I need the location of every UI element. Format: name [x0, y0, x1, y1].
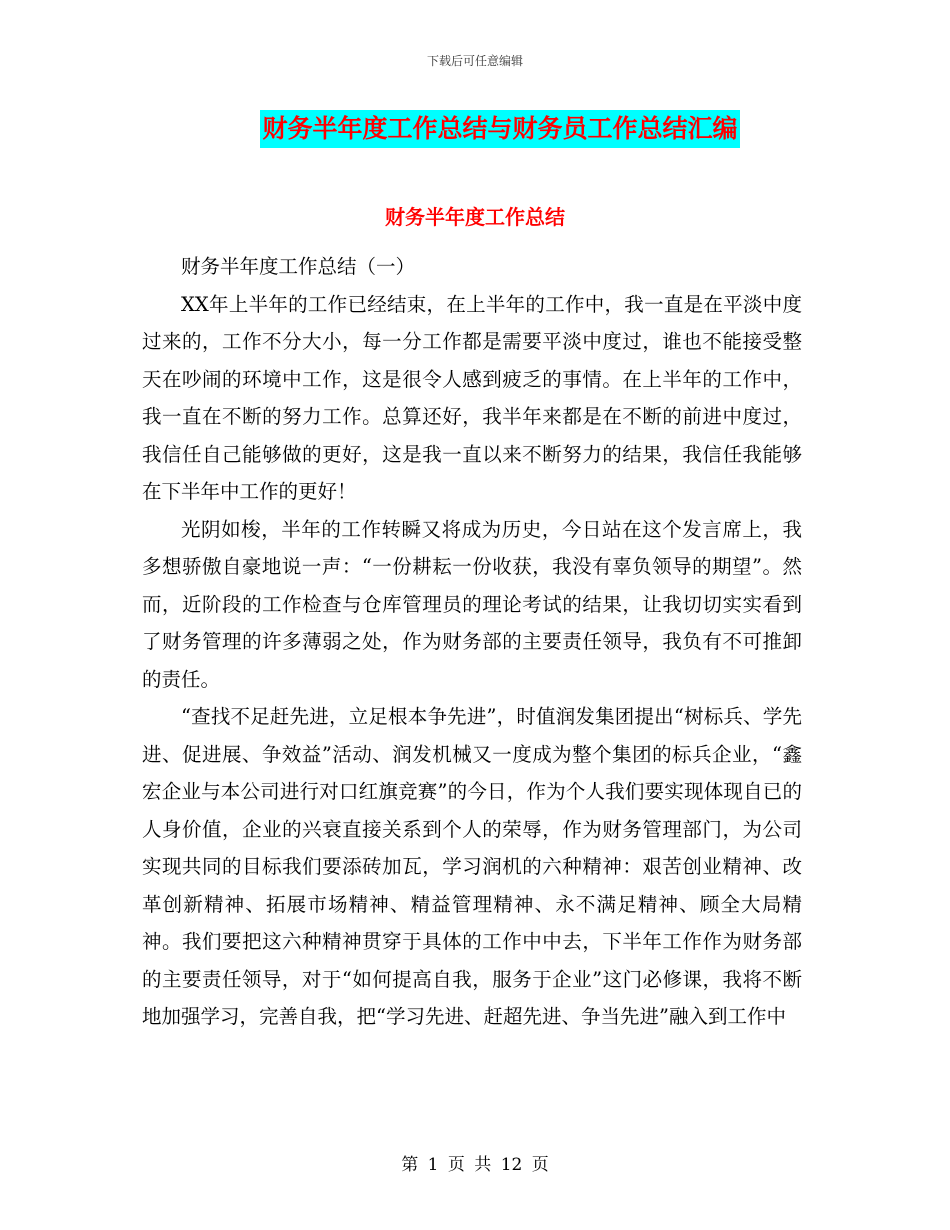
main-title-container [0, 110, 950, 148]
document-section-title: 财务半年度工作总结 [385, 205, 565, 229]
document-main-title: 财务半年度工作总结与财务员工作总结汇编 [260, 110, 739, 148]
body-paragraph: XX年上半年的工作已经结束，在上半年的工作中，我一直是在平淡中度过来的，工作不分大小，每一分工作都是需要平淡中度过，谁也不能接受整天在吵闹的环境中工作，这是很令人感到疲乏的事情。在上半年的工作中，我一直在不断的努力工作。总算还好，我半年来都是在不断的前进中度过，我信任自己能够做的更好，这是我一直以来不断努力的结果，我信任我能够在下半年中工作的更好！ [142, 292, 802, 503]
body-paragraph: “查找不足赶先进，立足根本争先进”，时值润发集团提出“树标兵、学先进、促进展、争效益”活动、润发机械又一度成为整个集团的标兵企业，“鑫宏企业与本公司进行对口红旗竞赛”的今日，作为个人我们要实现体现自已的人身价值，企业的兴衰直接关系到个人的荣辱，作为财务管理部门，为公司实现共同的目标我们要添砖加瓦，学习润机的六种精神：艰苦创业精神、改革创新精神、拓展市场精神、精益管理精神、永不满足精神、顾全大局精神。我们要把这六种精神贯穿于具体的工作中中去，下半年工作作为财务部的主要责任领导，对于“如何提高自我，服务于企业”这门必修课，我将不断地加强学习，完善自我，把“学习先进、赶超先进、争当先进”融入到工作中 [142, 705, 802, 1028]
body-paragraph: 光阴如梭，半年的工作转瞬又将成为历史，今日站在这个发言席上，我多想骄傲自豪地说一声：“一份耕耘一份收获，我没有辜负领导的期望”。然而，近阶段的工作检查与仓库管理员的理论考试的结果，让我切切实实看到了财务管理的许多薄弱之处，作为财务部的主要责任领导，我负有不可推卸的责任。 [142, 517, 802, 691]
page-header-note: 下载后可任意编辑 [426, 54, 523, 68]
body-paragraph-heading: 财务半年度工作总结（一） [181, 255, 416, 278]
page-number-footer: 第 1 页 共 12 页 [401, 1155, 549, 1175]
document-body [142, 248, 802, 1036]
